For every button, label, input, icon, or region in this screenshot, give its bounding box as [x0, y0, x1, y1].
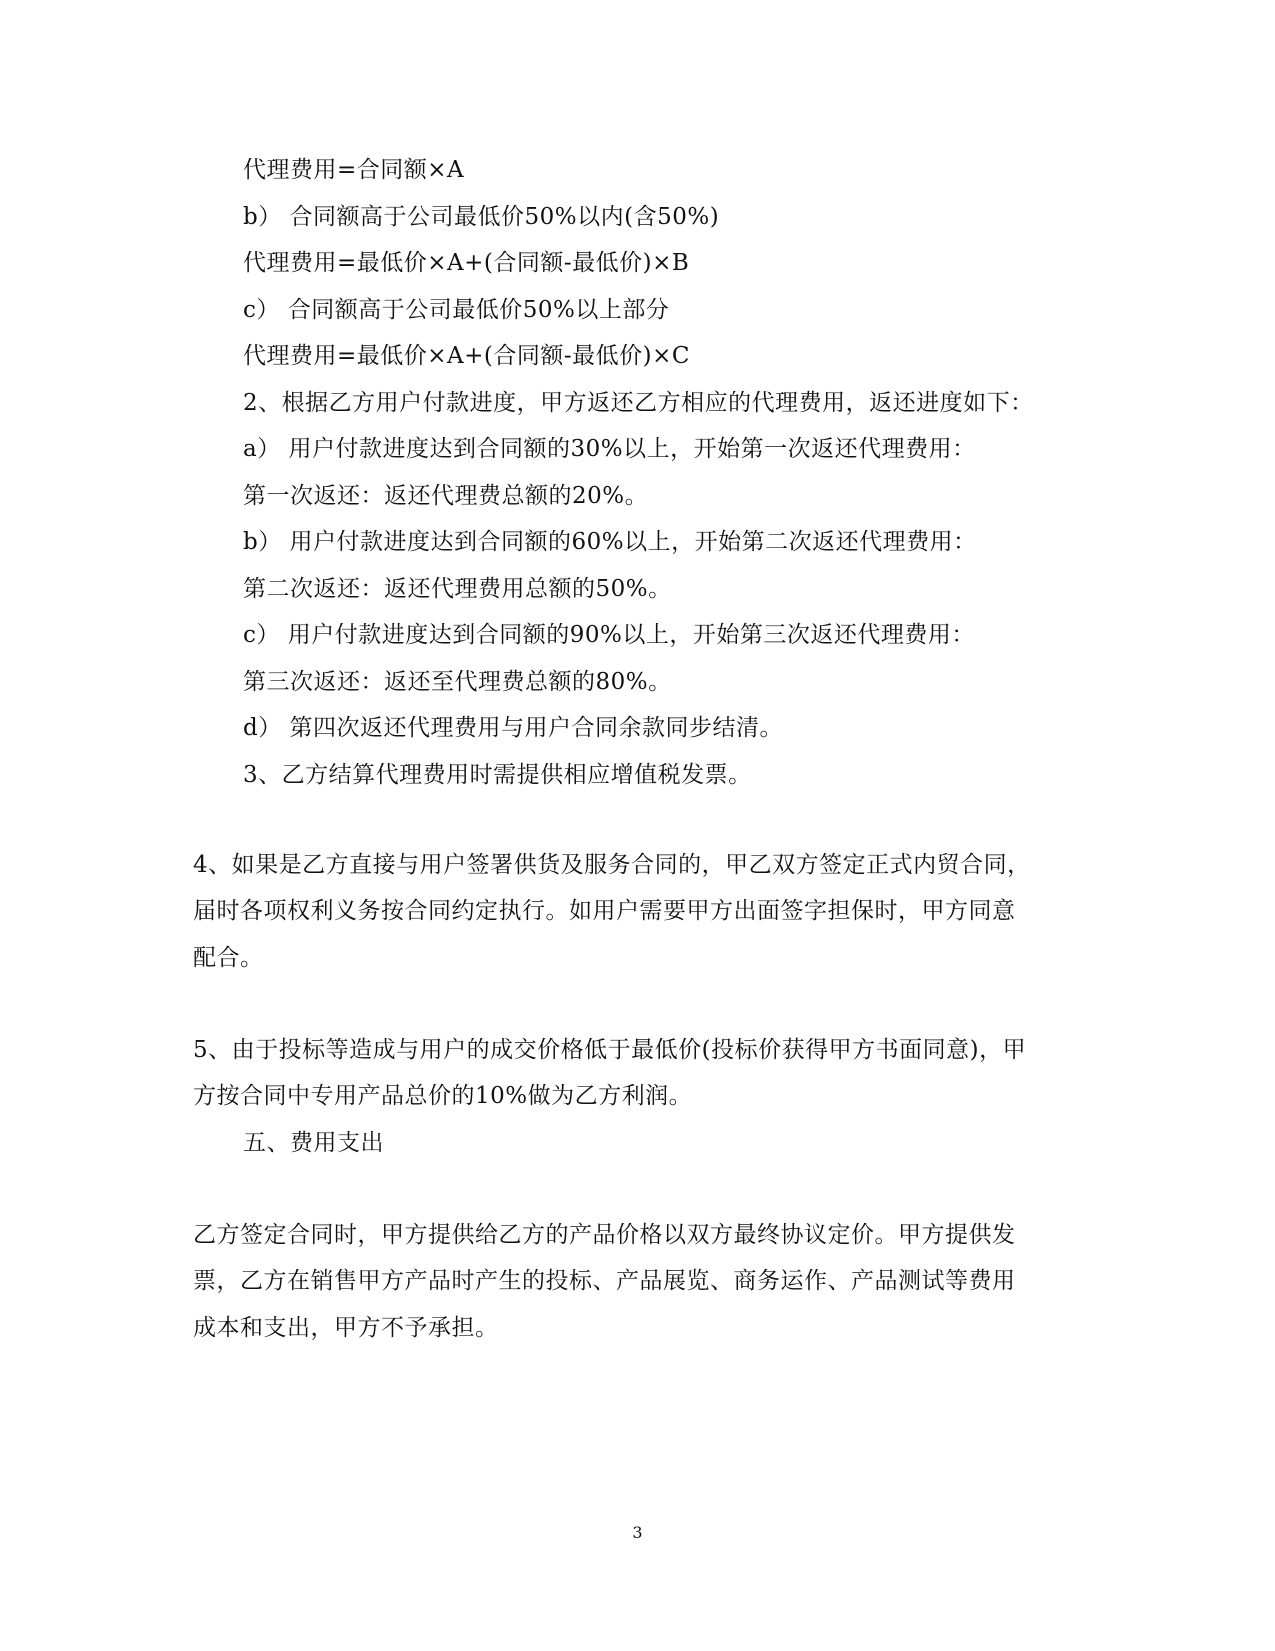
third-return: 第三次返还：返还至代理费总额的80%。: [243, 669, 672, 695]
clause-2a: a） 用户付款进度达到合同额的30%以上，开始第一次返还代理费用：: [243, 436, 976, 462]
section-5-heading: 五、费用支出: [243, 1130, 384, 1156]
formula-line-b: 代理费用=最低价×A+(合同额-最低价)×B: [243, 250, 690, 276]
clause-3: 3、乙方结算代理费用时需提供相应增值税发票。: [243, 762, 752, 788]
formula-line-a: 代理费用=合同额×A: [243, 157, 465, 183]
clause-2-heading: 2、根据乙方用户付款进度，甲方返还乙方相应的代理费用，返还进度如下：: [243, 390, 1034, 416]
clause-2b: b） 用户付款进度达到合同额的60%以上，开始第二次返还代理费用：: [243, 529, 977, 555]
clause-4-line-3: 配合。: [193, 945, 264, 971]
clause-4-line-1: 4、如果是乙方直接与用户签署供货及服务合同的，甲乙双方签定正式内贸合同，: [193, 852, 1031, 878]
expense-paragraph-line-1: 乙方签定合同时，甲方提供给乙方的产品价格以双方最终协议定价。甲方提供发: [193, 1222, 1016, 1248]
clause-5-line-2: 方按合同中专用产品总价的10%做为乙方利润。: [193, 1083, 693, 1109]
clause-b-condition: b） 合同额高于公司最低价50%以内(含50%): [243, 204, 720, 230]
second-return: 第二次返还：返还代理费用总额的50%。: [243, 576, 672, 602]
clause-c-condition: c） 合同额高于公司最低价50%以上部分: [243, 297, 670, 323]
formula-line-c: 代理费用=最低价×A+(合同额-最低价)×C: [243, 343, 691, 369]
clause-2c: c） 用户付款进度达到合同额的90%以上，开始第三次返还代理费用：: [243, 622, 975, 648]
expense-paragraph-line-3: 成本和支出，甲方不予承担。: [193, 1315, 499, 1341]
first-return: 第一次返还：返还代理费总额的20%。: [243, 483, 649, 509]
clause-4-line-2: 届时各项权利义务按合同约定执行。如用户需要甲方出面签字担保时，甲方同意: [193, 898, 1016, 924]
expense-paragraph-line-2: 票，乙方在销售甲方产品时产生的投标、产品展览、商务运作、产品测试等费用: [193, 1268, 1016, 1294]
clause-2d: d） 第四次返还代理费用与用户合同余款同步结清。: [243, 715, 784, 741]
page-number: 3: [632, 1523, 643, 1542]
clause-5-line-1: 5、由于投标等造成与用户的成交价格低于最低价(投标价获得甲方书面同意)，甲: [193, 1037, 1027, 1063]
